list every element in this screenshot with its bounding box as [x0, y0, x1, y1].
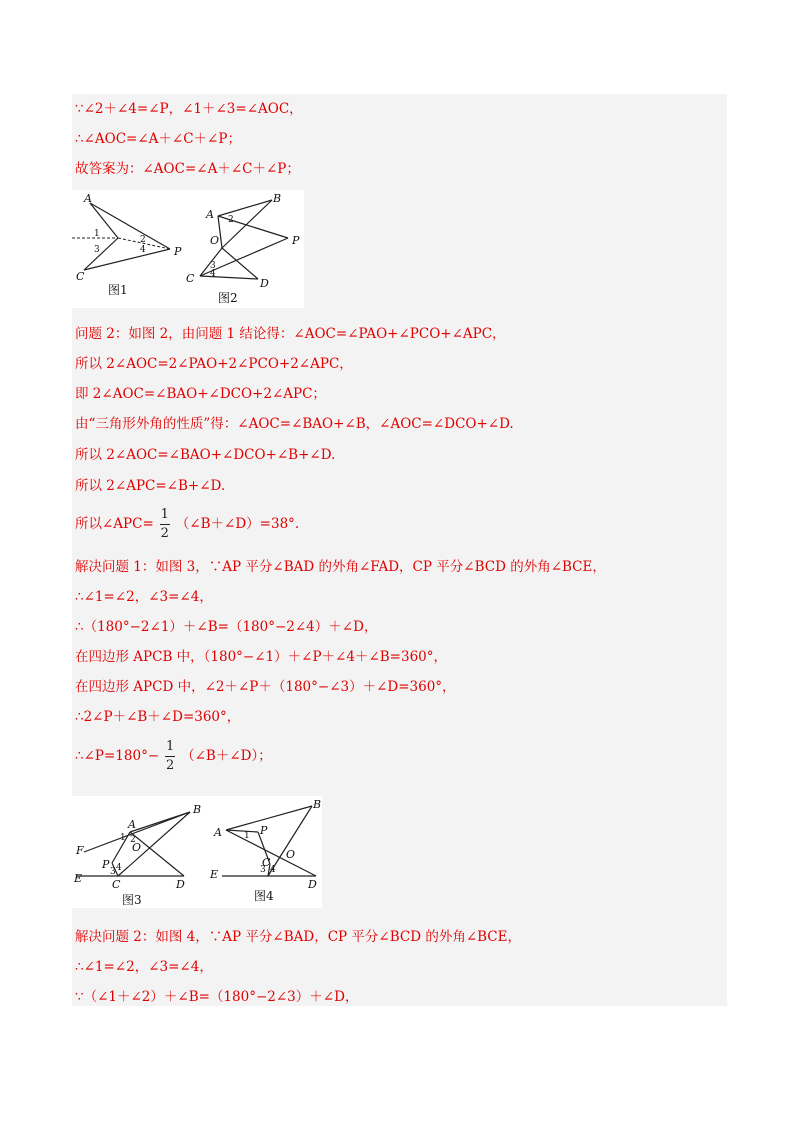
label-angle-4: 4	[210, 269, 216, 279]
label-C: C	[186, 272, 195, 285]
text-line: ∴∠AOC=∠A＋∠C＋∠P；	[75, 131, 241, 147]
figure-3-diagram	[73, 803, 201, 907]
label-angle-2: 2	[130, 835, 136, 845]
text-line: 解决问题 1：如图 3，∵AP 平分∠BAD 的外角∠FAD，CP 平分∠BCD 的外角∠BCE，	[75, 559, 606, 575]
label-A: A	[84, 192, 92, 205]
fraction-numerator: 1	[165, 739, 175, 754]
figure-1-2	[72, 190, 304, 308]
fraction-one-half	[160, 507, 170, 542]
label-B: B	[193, 803, 202, 816]
label-D: D	[260, 277, 269, 290]
label-angle-3: 3	[94, 245, 100, 255]
label-A: A	[206, 208, 214, 221]
text-line: ∴∠1=∠2，∠3=∠4，	[75, 959, 213, 975]
label-angle-1: 1	[244, 831, 250, 841]
text-line: 在四边形 APCD 中，∠2＋∠P＋（180°−∠3）＋∠D=360°，	[75, 679, 456, 695]
text-segment: （∠B＋∠D）=38°.	[175, 516, 300, 532]
label-angle-4: 4	[116, 863, 122, 873]
label-E: E	[210, 868, 219, 881]
label-C: C	[262, 856, 271, 869]
text-segment: 所以∠APC=	[75, 516, 154, 532]
label-O: O	[286, 848, 296, 861]
fraction-denominator: 2	[160, 526, 169, 541]
text-line: ∴2∠P＋∠B＋∠D=360°，	[75, 709, 241, 725]
label-A: A	[214, 826, 222, 839]
label-D: D	[308, 878, 317, 891]
label-C: C	[76, 270, 85, 283]
figure-3-caption: 图3	[122, 893, 142, 907]
text-line: 由“三角形外角的性质”得：∠AOC=∠BAO+∠B，∠AOC=∠DCO+∠D.	[75, 416, 514, 432]
figure-2-caption: 图2	[218, 291, 238, 305]
figure-4-diagram	[209, 798, 321, 903]
label-angle-3: 3	[260, 865, 266, 875]
label-angle-1: 1	[120, 833, 126, 843]
text-segment: ∴∠P=180°−	[75, 748, 160, 764]
label-angle-1: 1	[94, 229, 100, 239]
label-P: P	[174, 245, 182, 258]
figure-1-diagram	[72, 192, 182, 297]
label-P: P	[260, 824, 268, 837]
text-line: 即 2∠AOC=∠BAO+∠DCO+2∠APC；	[75, 386, 326, 402]
label-angle-3: 3	[210, 261, 216, 271]
text-line-fraction	[75, 504, 299, 544]
text-line: 解决问题 2：如图 4，∵AP 平分∠BAD，CP 平分∠BCD 的外角∠BCE，	[75, 929, 521, 945]
figure-4-caption: 图4	[254, 889, 274, 903]
figure-2-diagram	[186, 192, 300, 305]
text-line: 所以 2∠AOC=∠BAO+∠DCO+∠B+∠D.	[75, 447, 336, 463]
label-angle-2: 2	[140, 235, 146, 245]
label-D: D	[176, 878, 185, 891]
fraction-numerator: 1	[160, 507, 169, 522]
label-A: A	[128, 818, 136, 831]
fraction-one-half	[165, 739, 175, 774]
text-line: 所以 2∠AOC=2∠PAO+2∠PCO+2∠APC，	[75, 356, 353, 372]
label-angle-2: 2	[228, 215, 234, 225]
text-segment: （∠B＋∠D）；	[181, 748, 272, 764]
text-line: ∴（180°−2∠1）＋∠B=（180°−2∠4）＋∠D，	[75, 619, 378, 635]
text-line: 故答案为：∠AOC=∠A＋∠C＋∠P；	[75, 161, 300, 177]
label-B: B	[273, 192, 282, 205]
label-B: B	[313, 798, 322, 811]
fraction-denominator: 2	[165, 758, 175, 773]
text-line-fraction	[75, 736, 272, 776]
figure-3-4	[72, 796, 322, 908]
text-line: ∵∠2＋∠4=∠P，∠1＋∠3=∠AOC，	[75, 101, 303, 117]
text-line: ∴∠1=∠2，∠3=∠4，	[75, 589, 213, 605]
figure-1-caption: 图1	[108, 283, 128, 297]
label-F: F	[76, 844, 84, 857]
label-P: P	[102, 858, 110, 871]
text-line: ∵（∠1＋∠2）＋∠B=（180°−2∠3）＋∠D，	[75, 989, 359, 1005]
label-O: O	[132, 841, 142, 854]
label-O: O	[210, 234, 220, 247]
label-E: E	[74, 872, 83, 885]
text-line: 问题 2：如图 2，由问题 1 结论得：∠AOC=∠PAO+∠PCO+∠APC，	[75, 326, 506, 342]
label-angle-4: 4	[270, 865, 276, 875]
text-line: 在四边形 APCB 中，（180°−∠1）＋∠P＋∠4＋∠B=360°，	[75, 649, 448, 665]
label-angle-4: 4	[140, 245, 146, 255]
label-P: P	[292, 234, 300, 247]
text-line: 所以 2∠APC=∠B+∠D.	[75, 478, 226, 494]
label-C: C	[112, 878, 121, 891]
label-angle-3: 3	[110, 867, 116, 877]
